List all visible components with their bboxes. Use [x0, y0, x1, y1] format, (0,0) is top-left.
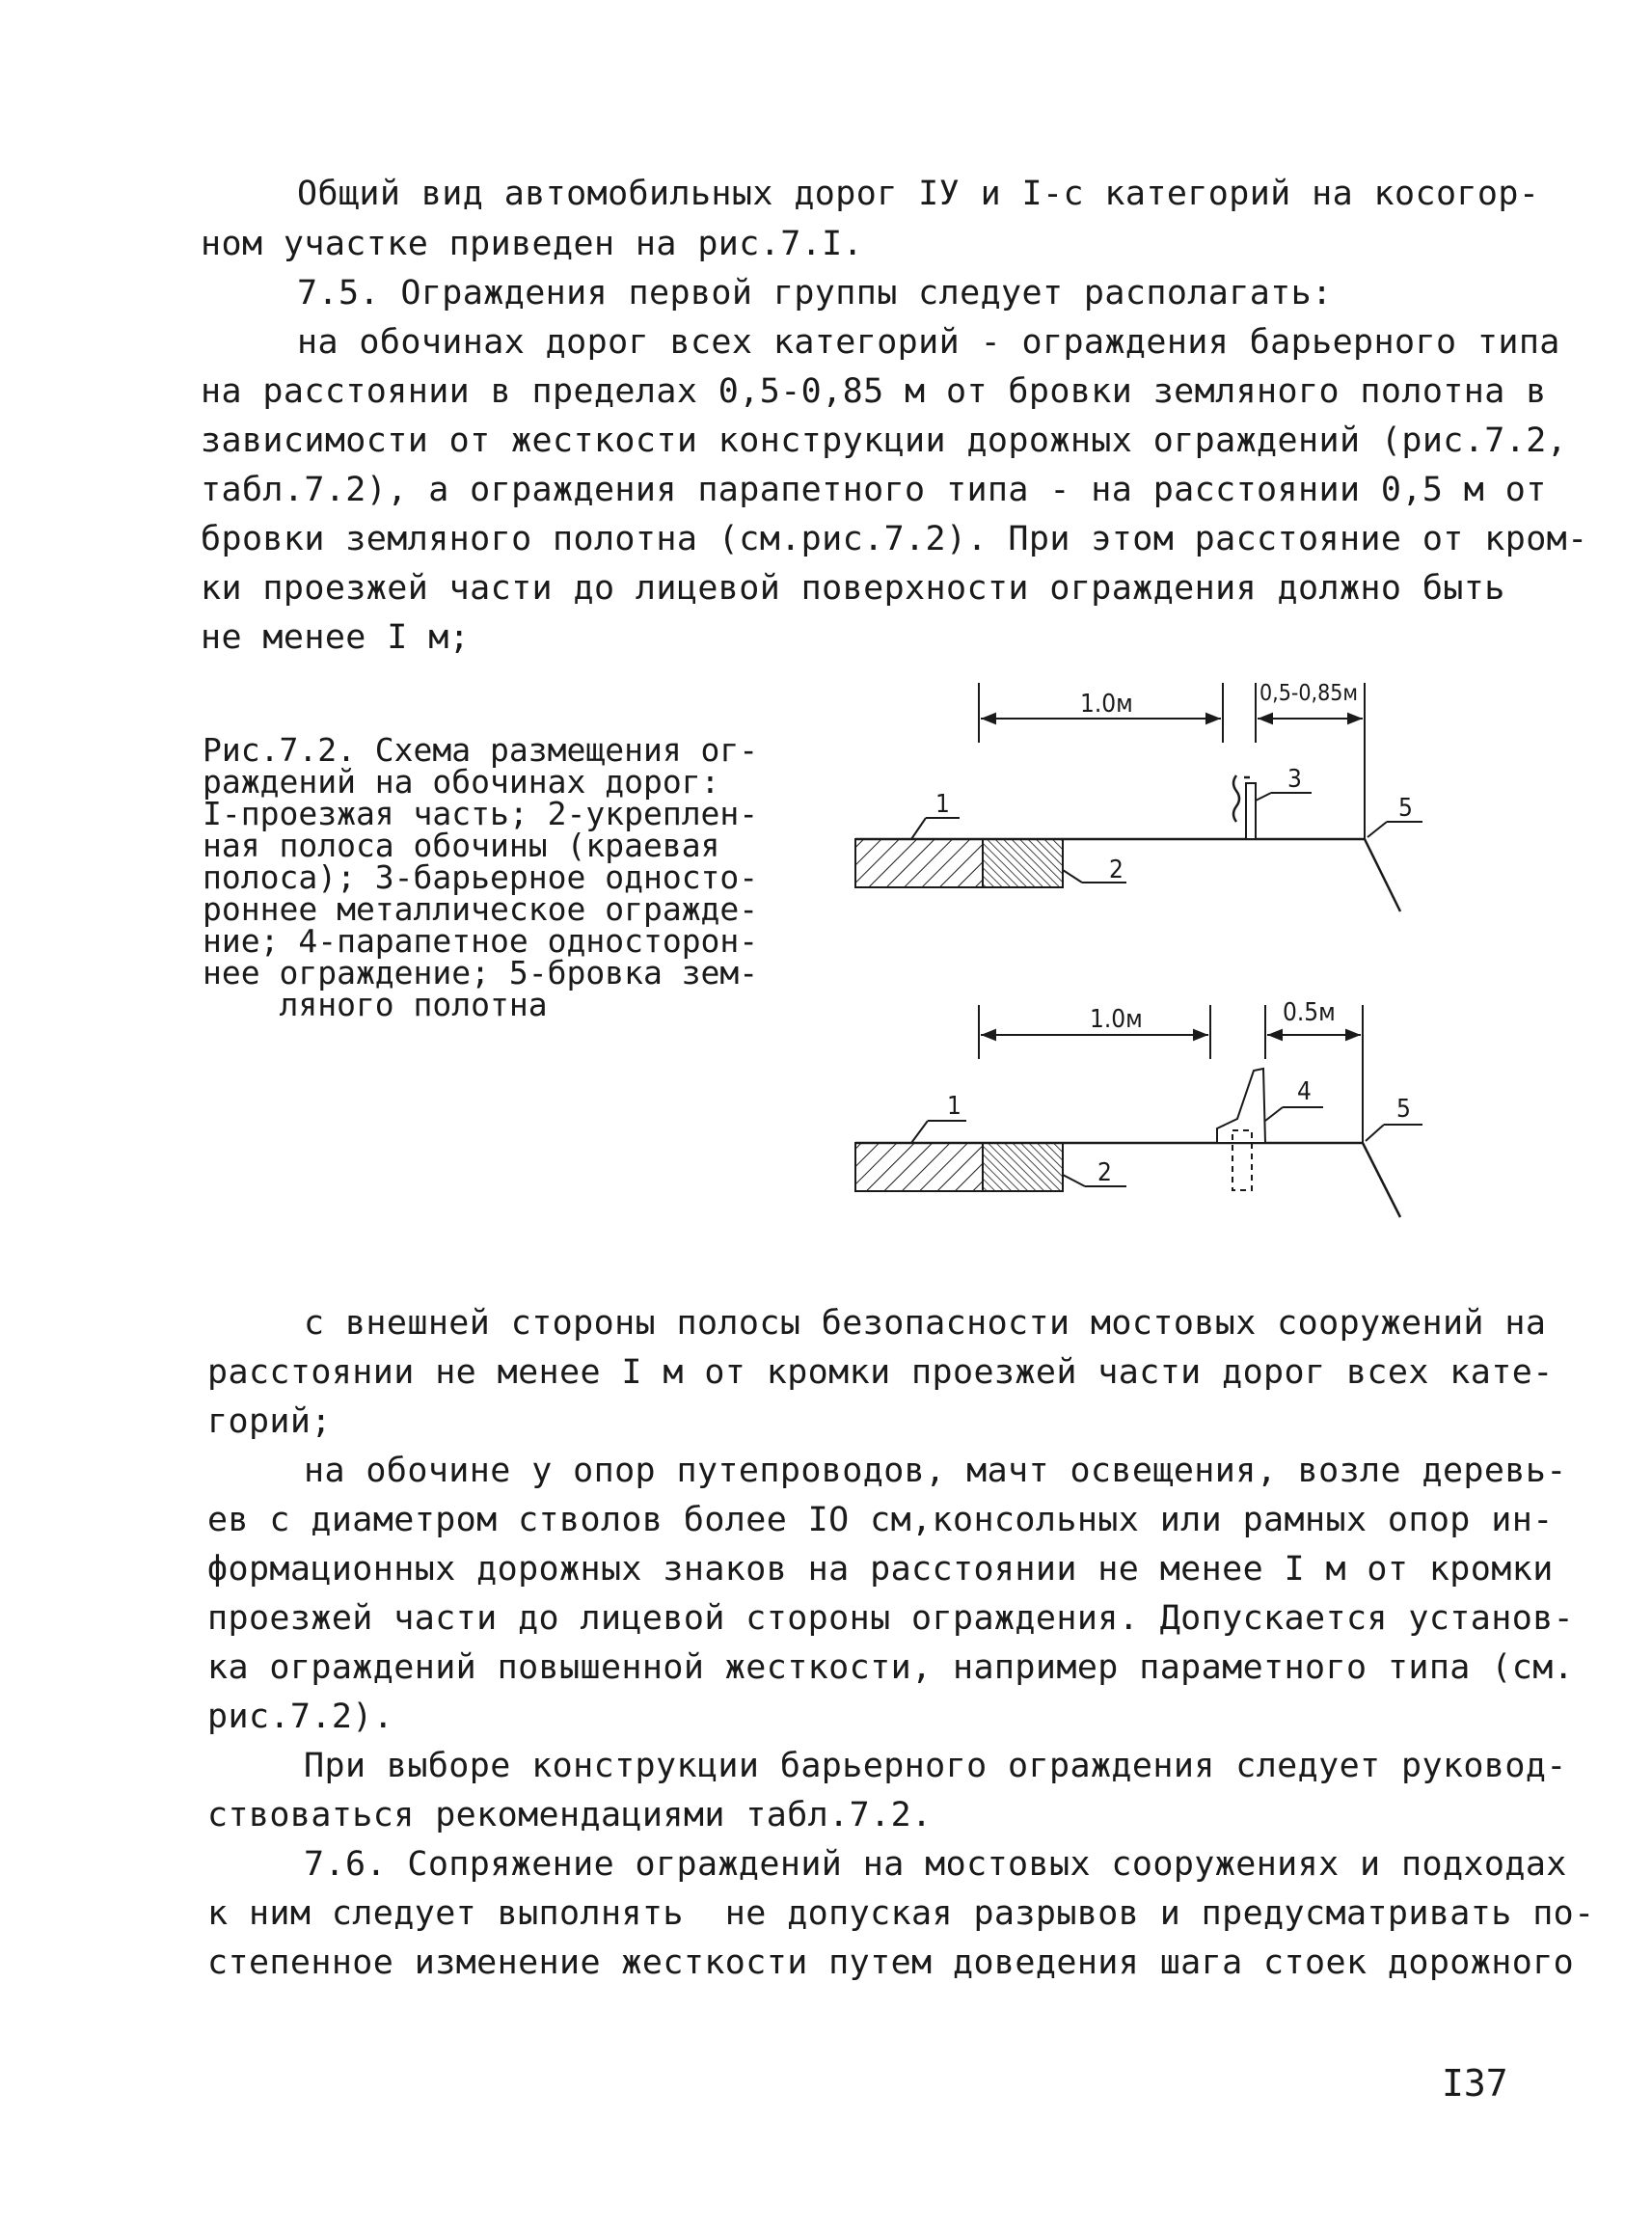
text-line: на расстоянии в пределах 0,5-0,85 м от бровки земляного полотна в: [201, 372, 1547, 411]
carriageway-hatch: [855, 839, 983, 887]
top-diagram: [855, 681, 1422, 911]
leader-line: [1265, 1107, 1283, 1121]
text-line: ка ограждений повышенной жесткости, например параметного типа (см.: [207, 1648, 1575, 1687]
text-line: ном участке приведен на рис.7.I.: [201, 225, 864, 263]
figure-7-2-diagram: [839, 666, 1533, 1254]
text-line: на обочине у опор путепроводов, мачт освещения, возле деревь-: [304, 1452, 1567, 1490]
text-line: формационных дорожных знаков на расстоянии не менее I м от кромки: [207, 1550, 1554, 1589]
dimension-label: 1.0м: [1080, 690, 1133, 719]
dimension-label: 0,5-0,85м: [1259, 681, 1359, 706]
dimension-label: 0.5м: [1283, 998, 1336, 1027]
text-line: горий;: [207, 1402, 332, 1441]
text-line: Общий вид автомобильных дорог IУ и I-с категорий на косогор-: [297, 175, 1540, 213]
shoulder-strip-hatch: [983, 839, 1063, 887]
slope-line: [1365, 839, 1400, 911]
text-line: расстоянии не менее I м от кромки проезжей части дорог всех кате-: [207, 1353, 1554, 1392]
text-line: ки проезжей части до лицевой поверхности ограждения должно быть: [201, 569, 1505, 608]
leader-line: [1366, 1125, 1384, 1141]
label-1: 1: [947, 1092, 961, 1121]
leader-line: [1063, 870, 1082, 883]
parapet-barrier: [1217, 1069, 1265, 1143]
label-4: 4: [1297, 1077, 1312, 1106]
figure-caption-line: ние; 4-парапетное односторон-: [203, 922, 759, 960]
slope-line: [1363, 1143, 1400, 1217]
label-2: 2: [1109, 856, 1124, 884]
diagram-svg: [839, 666, 1533, 1254]
text-line: не менее I м;: [201, 618, 471, 657]
leader-line: [911, 818, 926, 839]
figure-caption-line: роннее металлическое огражде-: [203, 890, 759, 928]
figure-caption-line: ляного полотна: [203, 986, 548, 1023]
dimension-label: 1.0м: [1090, 1005, 1143, 1034]
figure-caption-line: раждений на обочинах дорог:: [203, 763, 720, 801]
text-line: к ним следует выполнять не допуская разрывов и предусматривать по-: [207, 1894, 1595, 1933]
figure-caption-line: ная полоса обочины (краевая: [203, 827, 720, 864]
label-1: 1: [935, 790, 950, 819]
text-line: рис.7.2).: [207, 1698, 394, 1736]
text-line: зависимости от жесткости конструкции дорожных ограждений (рис.7.2,: [201, 421, 1568, 460]
carriageway-hatch: [855, 1143, 983, 1191]
section-heading-7-5: 7.5. Ограждения первой группы следует располагать:: [297, 274, 1333, 312]
page-number: I37: [1442, 2062, 1508, 2105]
leader-line: [911, 1121, 928, 1143]
text-line: бровки земляного полотна (см.рис.7.2). При этом расстояние от кром-: [201, 520, 1588, 558]
figure-caption-line: полоса); 3-барьерное односто-: [203, 858, 759, 896]
text-line: с внешней стороны полосы безопасности мостовых сооружений на: [304, 1304, 1547, 1343]
label-2: 2: [1097, 1158, 1112, 1187]
text-line: ствоваться рекомендациями табл.7.2.: [207, 1796, 933, 1834]
figure-caption-line: нее ограждение; 5-бровка зем-: [203, 954, 759, 992]
text-line: степенное изменение жесткости путем доведения шага стоек дорожного: [207, 1943, 1575, 1982]
leader-line: [1368, 822, 1387, 837]
text-line: ев с диаметром стволов более IO см,консольных или рамных опор ин-: [207, 1501, 1554, 1539]
text-line: на обочинах дорог всех категорий - ограждения барьерного типа: [297, 323, 1560, 362]
text-line: При выборе конструкции барьерного ограждения следует руковод-: [304, 1747, 1567, 1785]
leader-line: [1256, 793, 1271, 801]
shoulder-strip-hatch: [983, 1143, 1063, 1191]
text-line: проезжей части до лицевой стороны ограждения. Допускается установ-: [207, 1599, 1575, 1638]
label-5: 5: [1396, 1095, 1411, 1124]
text-line: табл.7.2), а ограждения парапетного типа - на расстоянии 0,5 м от: [201, 471, 1547, 509]
leader-line: [1063, 1175, 1085, 1186]
figure-caption-line: Рис.7.2. Схема размещения ог-: [203, 731, 759, 769]
bottom-diagram: [855, 998, 1422, 1217]
figure-caption-line: I-проезжая часть; 2-укреплен-: [203, 795, 759, 832]
barrier-post: [1246, 783, 1256, 839]
label-3: 3: [1287, 765, 1302, 794]
label-5: 5: [1398, 794, 1413, 823]
section-heading-7-6: 7.6. Сопряжение ограждений на мостовых сооружениях и подходах: [304, 1845, 1567, 1884]
